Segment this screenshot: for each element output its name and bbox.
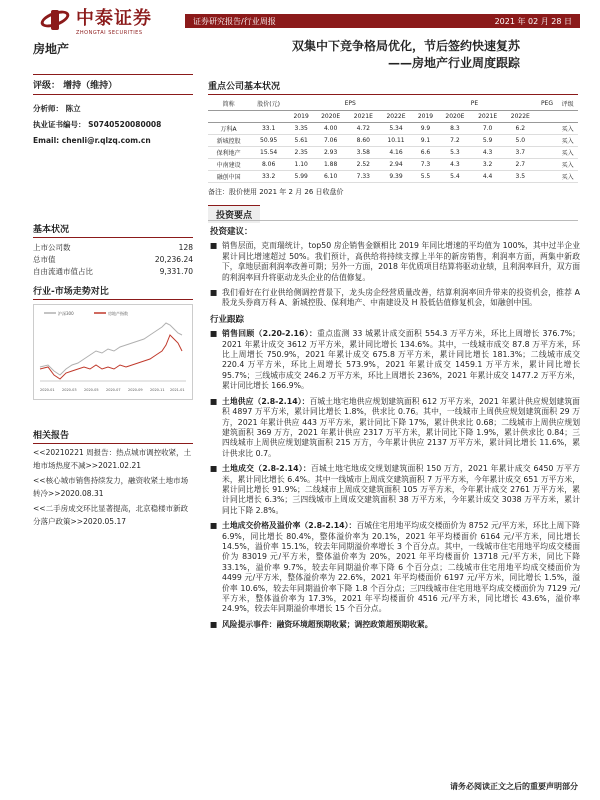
analyst-panel — [33, 74, 193, 149]
th-price: 股价(元) — [249, 98, 288, 110]
table-cell: 8.60 — [347, 134, 380, 146]
basic-label: 自由流通市值占比 — [33, 267, 93, 276]
xtick: 2020-07 — [106, 388, 121, 392]
paragraph-text: 百城土地宅地成交规划建筑面积 150 万方，2021 年累计成交 6450 万平方米，累计同比增长 6.4%。其中一线城市上周成交建筑面积 7 万平方米，今年累计成交 651 万平方米，累计同比增长 91.9%；二线城市上周成交建筑面积 105 万平方米，今年累计成交 2761 万平方米，累计同比增长 6.3%；三四线城市上周成交建筑面积 38 万平方米，今年累计成交 3038 万平方米，累计同比下降 2.8%。 — [222, 464, 580, 515]
bullet-icon: ■ — [210, 329, 218, 339]
table-cell: 5.9 — [471, 134, 504, 146]
para-label: 土地供应（2.8-2.14）： — [222, 396, 310, 406]
paragraph-text: 销售层面，克而瑞统计，top50 房企销售金额相比 2019 年同比增速的平均值为 100%，其中过半企业累计同比增速超过 50%。我们预计，高供给将持续支撑上半年的新房销售，利润率方面，两集中新政下，拿地层面利润率改善可期；另外一方面，2018 年优质项目结算将驱动业绩，且利润率回升，双方面的利润率回升将驱动龙头企业的估值修复。 — [222, 241, 580, 282]
table-cell: 4.16 — [380, 146, 413, 158]
table-cell: 2.52 — [347, 158, 380, 170]
basic-value: 20,236.24 — [154, 255, 193, 264]
realestate-line — [40, 335, 182, 379]
basic-status — [33, 222, 193, 278]
table-cell: 10.11 — [380, 134, 413, 146]
logo-en: ZHONGTAI SECURITIES — [76, 30, 143, 36]
table-cell: 2.7 — [504, 158, 537, 170]
paragraph-text: 百城土地宅地供应规划建筑面积 612 万平方米，2021 年累计供应规划建筑面积 4897 万平方米，累计同比增长 1.8%，供求比 0.76。其中，一线城市上周供应规划建筑面积 29 万方，2021 年累计供应 443 万平方米，累计同比下降 17%，累计供求比 0.68；二线城市上周供应规划建筑面积 369 万方，2021 年累计供应 2317 万平方米，累计同比下降 1.9%，累计供求比 0.84；三四线城市上周供应规划建筑面积 215 万方，今年累计供应 2137 万平方米，累计同比增长 11.6%，累计供求比 0.7。 — [222, 396, 580, 458]
paragraph — [210, 397, 580, 459]
para-label: 土地成交价格及溢价率（2.8-2.14）： — [222, 521, 357, 531]
paragraph-text: 百城住宅用地平均成交楼面价为 8752 元/平方米，环比上周下降 6.9%，同比增长 80.4%，整体溢价率为 20.1%，2021 年平均楼面价 6164 元/平方米，同比增长 14.5%，溢价率 15.1%，较去年同期溢价率增长 3 个百分点。其中，一线城市住宅用地平均成交楼面价为 83019 元/平方米，整体溢价率为 20%，2021 年平均楼面价 13718 元/平方米，同比下降 33.1%，溢价率 9.7%，较去年同期溢价率下降 6 个百分点；二线城市住宅用地平均成交楼面价为 4499 元/平方米，整体溢价率为 22.6%，2021 年平均楼面价 6197 元/平方米，同比增长 1.5%，溢价率 10.6%，较去年同期溢价率下降 1.8 个百分点；三四线城市住宅用地平均成交楼面价为 7129 元/平方米，整体溢价率为 17.3%，2021 年平均楼面价 4516 元/平方米，同比增长 43.6%，溢价率 24.9%，较去年同期溢价率增长 15 个百分点。 — [222, 521, 580, 614]
bullet-icon: ■ — [210, 619, 218, 629]
table-cell: 融创中国 — [208, 170, 249, 182]
table-cell: 1.88 — [314, 158, 347, 170]
bullet-icon: ■ — [210, 288, 218, 298]
para-label: 风险提示事件： — [222, 619, 277, 629]
table-cell: 买入 — [557, 158, 578, 170]
paragraph — [210, 329, 580, 391]
xtick: 2021-01 — [170, 388, 185, 392]
table-cell: 9.9 — [412, 122, 438, 134]
industry-label: 房地产 — [33, 42, 70, 56]
xtick: 2020-09 — [128, 388, 143, 392]
table-cell — [537, 170, 558, 182]
th-year: 2019 — [288, 110, 314, 122]
table-cell: 5.99 — [288, 170, 314, 182]
th-year: 2021E — [471, 110, 504, 122]
paragraph — [210, 464, 580, 516]
table-cell: 9.39 — [380, 170, 413, 182]
table-cell: 5.5 — [412, 170, 438, 182]
table-cell: 7.3 — [412, 158, 438, 170]
email-label: Email: — [33, 136, 60, 145]
table-cell: 33.1 — [249, 122, 288, 134]
th-year: 2022E — [380, 110, 413, 122]
report-link[interactable]: <<二手房成交环比显著提高，北京稳楼市新政分落户政策>>2020.05.17 — [33, 504, 189, 526]
table-cell: 2.94 — [380, 158, 413, 170]
license-no: S0740520080008 — [88, 120, 162, 129]
th-peg: PEG — [537, 98, 558, 110]
paragraph — [210, 620, 580, 630]
table-cell: 4.3 — [439, 158, 472, 170]
table-cell: 8.3 — [439, 122, 472, 134]
basic-title: 基本状况 — [33, 222, 193, 238]
title-line2: ——房地产行业周度跟踪 — [387, 56, 520, 70]
table-cell: 买入 — [557, 146, 578, 158]
table-cell: 1.10 — [288, 158, 314, 170]
suggest-head: 投资建议： — [210, 227, 253, 237]
paragraph — [210, 521, 580, 615]
report-type: 证券研究报告/行业周报 — [193, 16, 276, 26]
invest-tab: 投资要点 — [208, 205, 260, 223]
th-year: 2021E — [347, 110, 380, 122]
table-cell: 5.34 — [380, 122, 413, 134]
table-cell: 9.1 — [412, 134, 438, 146]
th-name: 简称 — [208, 98, 249, 110]
hs300-line — [40, 323, 182, 375]
table-cell: 保利地产 — [208, 146, 249, 158]
th-year: 2020E — [314, 110, 347, 122]
th-pe: PE — [412, 98, 536, 110]
table-cell: 33.2 — [249, 170, 288, 182]
table-cell: 7.2 — [439, 134, 472, 146]
table-cell: 3.5 — [504, 170, 537, 182]
table-cell: 中南建设 — [208, 158, 249, 170]
page-title — [230, 38, 520, 72]
report-link[interactable]: <<核心城市销售持续发力，融资收紧土地市场转冷>>2020.08.31 — [33, 476, 189, 498]
invest-divider — [208, 220, 578, 221]
brand-logo — [40, 4, 152, 36]
license-label: 执业证书编号： — [33, 120, 86, 129]
key-company-section — [208, 79, 578, 197]
reports-title: 相关报告 — [33, 428, 193, 444]
header-bar — [185, 14, 580, 28]
table-cell: 2.35 — [288, 146, 314, 158]
footer-disclaimer: 请务必阅读正文之后的重要声明部分 — [450, 782, 578, 791]
track-head: 行业跟踪 — [210, 314, 245, 325]
table-row — [208, 158, 578, 170]
table-cell: 50.95 — [249, 134, 288, 146]
table-cell: 4.4 — [471, 170, 504, 182]
logo-mark-icon — [40, 8, 70, 32]
trend-section — [33, 284, 193, 400]
title-line1: 双集中下竞争格局优化，节后签约快速复苏 — [291, 39, 520, 53]
basic-label: 上市公司数 — [33, 243, 71, 252]
rating: 评级： 增持（维持） — [33, 74, 193, 95]
related-reports — [33, 428, 193, 528]
table-cell: 4.3 — [471, 146, 504, 158]
table-cell: 5.4 — [439, 170, 472, 182]
table-row — [208, 146, 578, 158]
paragraph-text: 我们看好在行业供给侧调控背景下，龙头房企经营质量改善，结算利润率回升带来的投资机会，推荐 A 股龙头券商万科 A、新城控股、保利地产、中南建设及 H 股低估值修复机会，如融创中国。 — [222, 288, 580, 308]
xtick: 2020-05 — [84, 388, 99, 392]
table-cell: 6.2 — [504, 122, 537, 134]
table-cell — [537, 122, 558, 134]
basic-row — [33, 242, 193, 254]
basic-value: 9,331.70 — [159, 267, 193, 276]
table-cell: 买入 — [557, 122, 578, 134]
basic-value: 128 — [178, 243, 193, 252]
table-cell: 2.93 — [314, 146, 347, 158]
th-year: 2020E — [439, 110, 472, 122]
analyst-label: 分析师： — [33, 104, 63, 113]
table-cell: 买入 — [557, 134, 578, 146]
table-row — [208, 122, 578, 134]
table-cell: 5.3 — [439, 146, 472, 158]
bullet-icon: ■ — [210, 464, 218, 474]
table-cell — [537, 146, 558, 158]
table-row — [208, 170, 578, 182]
table-cell: 3.2 — [471, 158, 504, 170]
table-cell: 4.00 — [314, 122, 347, 134]
paragraph — [210, 288, 580, 309]
table-cell: 4.72 — [347, 122, 380, 134]
trend-svg — [34, 305, 192, 399]
table-cell: 3.35 — [288, 122, 314, 134]
table-cell: 新城控股 — [208, 134, 249, 146]
th-year: 2022E — [504, 110, 537, 122]
xtick: 2020-11 — [150, 388, 165, 392]
table-cell: 6.6 — [412, 146, 438, 158]
basic-row — [33, 254, 193, 266]
key-table-body — [208, 122, 578, 182]
bullet-icon: ■ — [210, 521, 218, 531]
xtick: 2020-03 — [62, 388, 77, 392]
th-eps: EPS — [288, 98, 412, 110]
th-rating: 评级 — [557, 98, 578, 110]
table-cell: 7.0 — [471, 122, 504, 134]
para-label: 销售回顾（2.20-2.16）： — [222, 329, 318, 339]
table-cell — [537, 158, 558, 170]
bullet-icon: ■ — [210, 241, 218, 251]
table-cell — [537, 134, 558, 146]
logo-cn: 中泰证券 — [76, 8, 152, 29]
table-cell: 5.61 — [288, 134, 314, 146]
legend-hs300: 沪深300 — [58, 311, 74, 316]
basic-row — [33, 266, 193, 278]
key-company-table — [208, 98, 578, 183]
table-cell: 3.58 — [347, 146, 380, 158]
table-cell: 6.10 — [314, 170, 347, 182]
key-table-title: 重点公司基本状况 — [208, 79, 578, 95]
legend-realestate: 房地产指数 — [108, 311, 128, 316]
trend-title: 行业-市场走势对比 — [33, 284, 193, 300]
table-cell: 3.7 — [504, 146, 537, 158]
table-cell: 买入 — [557, 170, 578, 182]
table-cell: 万科A — [208, 122, 249, 134]
analyst-name: 陈立 — [65, 104, 81, 113]
paragraph — [210, 241, 580, 283]
table-cell: 15.54 — [249, 146, 288, 158]
xtick: 2020-01 — [40, 388, 55, 392]
table-cell: 5.0 — [504, 134, 537, 146]
paragraph-text: 融资环境超预期收紧；调控政策超预期收紧。 — [276, 619, 433, 629]
basic-label: 总市值 — [33, 255, 56, 264]
table-cell: 8.06 — [249, 158, 288, 170]
th-year: 2019 — [412, 110, 438, 122]
table-row — [208, 134, 578, 146]
report-date: 2021 年 02 月 28 日 — [494, 16, 572, 26]
trend-chart — [33, 304, 193, 400]
bullet-icon: ■ — [210, 396, 218, 406]
table-note: 备注：股价使用 2021 年 2 月 26 日收盘价 — [208, 187, 344, 196]
email-link[interactable]: chenli@r.qlzq.com.cn — [61, 136, 151, 145]
table-cell: 7.33 — [347, 170, 380, 182]
invest-content — [210, 227, 580, 635]
report-link[interactable]: <<20210221 周报告：热点城市调控收紧，土地市场热度不减>>2021.02.21 — [33, 448, 192, 470]
paragraph-text: 重点监测 33 城累计成交面积 554.3 万平方米，环比上周增长 376.7%；2021 年累计成交 3612 万平方米，累计同比增长 134.6%。其中，一线城市成交 87.8 万平方米，环比上周增长 750.9%，2021 年累计成交 675.8 万平方米，累计同比增长 181.3%；二线城市成交 220.4 万平方米，环比上周增长 573.9%，2021 年累计成交 1459.1 万平方米，累计同比增长 95.7%；三线城市成交 246.2 万平方米，环比上周增长 236%，2021 年累计成交 1477.2 万平方米，累计同比增长 166.9%。 — [222, 329, 580, 391]
para-label: 土地成交（2.8-2.14）： — [222, 464, 311, 474]
table-cell: 7.06 — [314, 134, 347, 146]
